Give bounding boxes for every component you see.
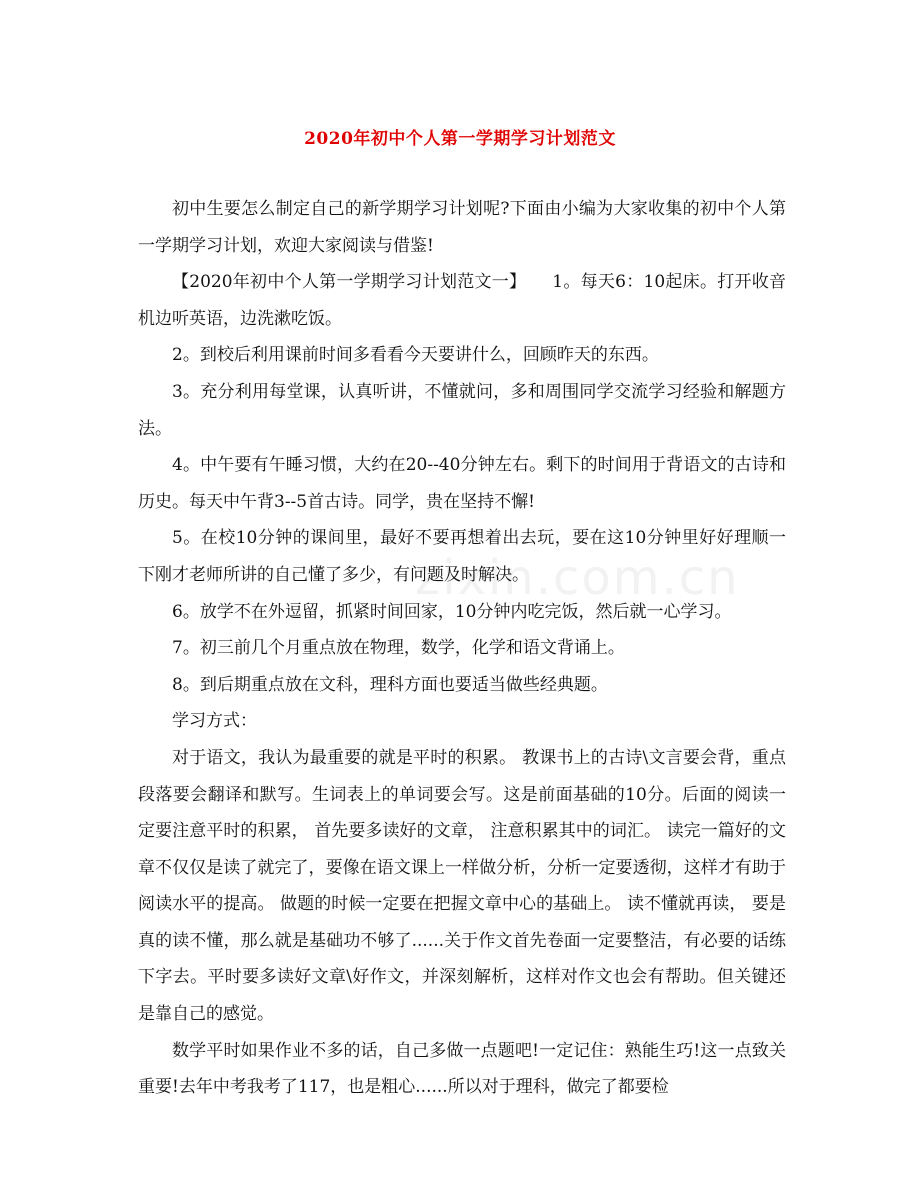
paragraph-intro: 初中生要怎么制定自己的新学期学习计划呢?下面由小编为大家收集的初中个人第一学期学习计划，欢迎大家阅读与借鉴!: [138, 199, 786, 256]
paragraph-item-8: 8。到后期重点放在文科，理科方面也要适当做些经典题。: [172, 674, 608, 695]
watermark: zixin.com.cn: [415, 550, 740, 606]
paragraph-item-6: 6。放学不在外逗留，抓紧时间回家，10分钟内吃完饭，然后就一心学习。: [172, 601, 732, 622]
paragraph-item-7: 7。初三前几个月重点放在物理，数学，化学和语文背诵上。: [172, 638, 625, 659]
document-title: 2020年初中个人第一学期学习计划范文: [304, 129, 616, 149]
paragraph-chinese: 对于语文，我认为最重要的就是平时的积累。 教课书上的古诗\文言要会背，重点段落要会翻译和默写。生词表上的单词要会写。这是前面基础的10分。后面的阅读一定要注意平时的积累， 首先要多读好的文章， 注意积累其中的词汇。 读完一篇好的文章不仅仅是读了就完了，要像在语文课上一样做分析，分析一定要透彻，这样才有助于阅读水平的提高。 做题的时候一定要在把握文章中心的基础上。 读不懂就再读， 要是真的读不懂，那么就是基础功不够了......关于作文首先卷面一定要整洁，有必要的话练下字去。平时要多读好文章\好作文，并深刻解析，这样对作文也会有帮助。但关键还是靠自己的感觉。: [138, 747, 786, 1025]
paragraph-item-5: 5。在校10分钟的课间里，最好不要再想着出去玩，要在这10分钟里好好理顺一下刚才老师所讲的自己懂了多少，有问题及时解决。: [138, 528, 786, 585]
paragraph-item-3: 3。充分利用每堂课，认真听讲，不懂就问，多和周围同学交流学习经验和解题方法。: [138, 381, 786, 439]
paragraph-math: 数学平时如果作业不多的话，自己多做一点题吧!一定记住：熟能生巧!这一点致关重要!去年中考我考了117，也是粗心......所以对于理科，做完了都要检: [138, 1040, 786, 1098]
paragraph-item-1: 【2020年初中个人第一学期学习计划范文一】 1。每天6：10起床。打开收音机边听英语，边洗漱吃饭。: [138, 272, 786, 329]
paragraph-item-2: 2。到校后利用课前时间多看看今天要讲什么，回顾昨天的东西。: [172, 345, 659, 366]
document-body: [138, 191, 786, 1106]
paragraph-item-4: 4。中午要有午睡习惯，大约在20--40分钟左右。剩下的时间用于背语文的古诗和历史。每天中午背3--5首古诗。同学，贵在坚持不懈!: [138, 455, 786, 512]
section-heading-study-methods: 学习方式：: [172, 711, 257, 732]
